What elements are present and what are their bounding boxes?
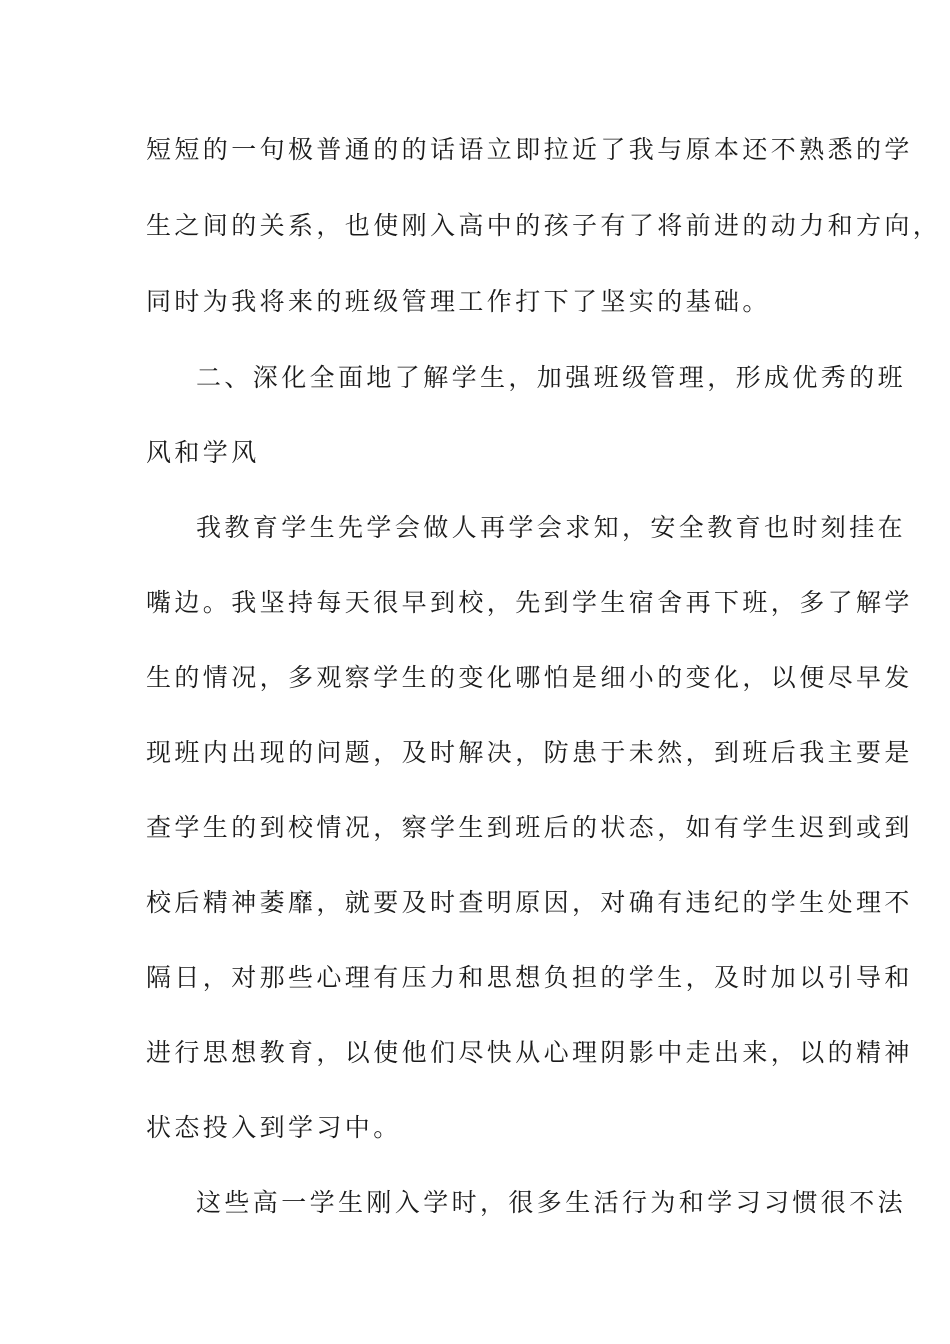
text-line: 查学生的到校情况，察学生到班后的状态，如有学生迟到或到	[146, 813, 913, 842]
text-line: 这些高一学生刚入学时，很多生活行为和学习习惯很不法	[196, 1188, 907, 1217]
text-line: 现班内出现的问题，及时解决，防患于未然，到班后我主要是	[146, 738, 913, 767]
text-line: 短短的一句极普通的的话语立即拉近了我与原本还不熟悉的学	[146, 135, 913, 164]
text-line: 我教育学生先学会做人再学会求知，安全教育也时刻挂在	[196, 513, 907, 542]
section-heading-line: 风和学风	[146, 438, 260, 467]
section-heading-line: 二、深化全面地了解学生，加强班级管理，形成优秀的班	[196, 363, 907, 392]
text-line: 校后精神萎靡，就要及时查明原因，对确有违纪的学生处理不	[146, 888, 913, 917]
text-line: 生之间的关系，也使刚入高中的孩子有了将前进的动力和方向，	[146, 211, 942, 240]
text-line: 进行思想教育，以使他们尽快从心理阴影中走出来，以的精神	[146, 1038, 913, 1067]
text-line: 生的情况，多观察学生的变化哪怕是细小的变化，以便尽早发	[146, 663, 913, 692]
text-line: 隔日，对那些心理有压力和思想负担的学生，及时加以引导和	[146, 963, 913, 992]
text-line: 嘴边。我坚持每天很早到校，先到学生宿舍再下班，多了解学	[146, 588, 913, 617]
text-line: 同时为我将来的班级管理工作打下了坚实的基础。	[146, 287, 771, 316]
text-line: 状态投入到学习中。	[146, 1113, 402, 1142]
